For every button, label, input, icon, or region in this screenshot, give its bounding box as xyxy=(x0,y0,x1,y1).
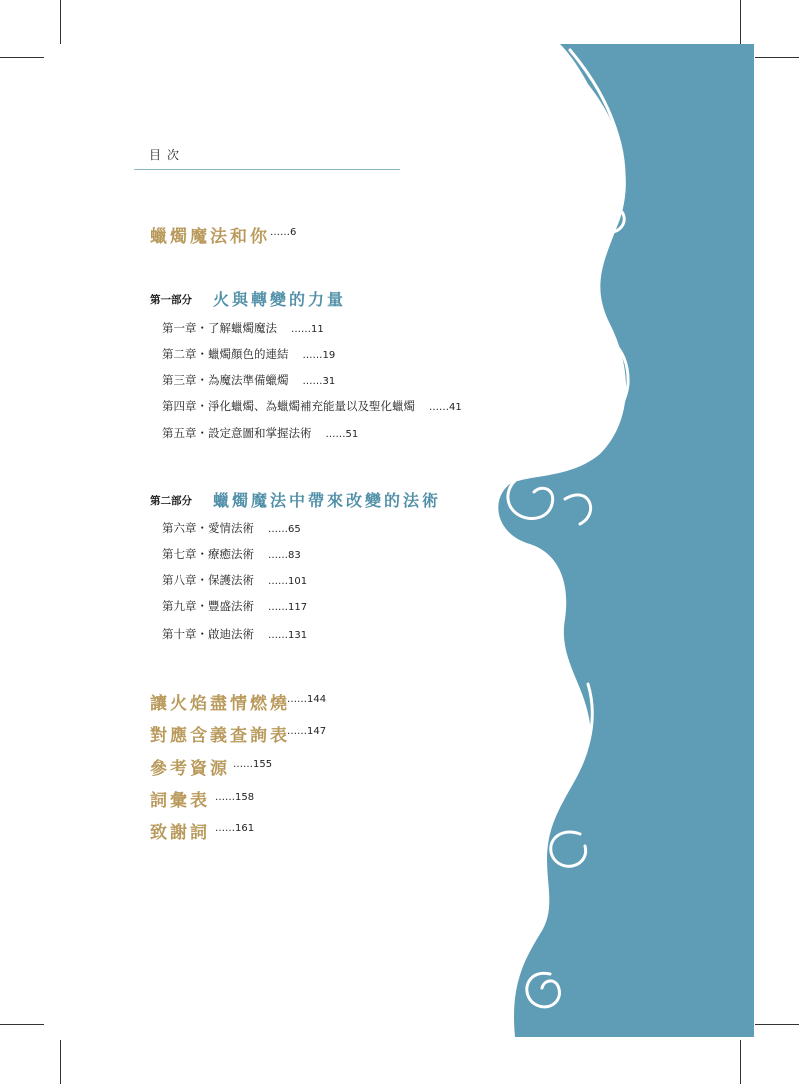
chapter-title: 第三章・為魔法準備蠟燭 xyxy=(162,373,289,387)
toc-heading: 目次 xyxy=(149,148,186,162)
chapter-6[interactable] xyxy=(162,520,301,536)
chapter-7[interactable] xyxy=(162,546,301,562)
heading-rule xyxy=(134,169,400,170)
intro-page: ……6 xyxy=(270,227,297,238)
backmatter-2-title[interactable]: 對應含義查詢表 xyxy=(150,726,290,746)
backmatter-3-title[interactable]: 參考資源 xyxy=(150,759,230,779)
chapter-title: 第八章・保護法術 xyxy=(162,573,254,587)
part-1-title[interactable]: 火與轉變的力量 xyxy=(213,290,347,309)
crop-mark-top-left-h xyxy=(0,57,44,58)
wave-decoration xyxy=(470,44,754,1037)
chapter-page: ……65 xyxy=(268,524,301,535)
chapter-title: 第一章・了解蠟燭魔法 xyxy=(162,321,277,335)
backmatter-1-title[interactable]: 讓火焰盡情燃燒 xyxy=(150,694,290,714)
chapter-9[interactable] xyxy=(162,598,307,614)
chapter-page: ……41 xyxy=(429,402,462,413)
chapter-4[interactable] xyxy=(162,398,462,414)
chapter-page: ……11 xyxy=(291,324,324,335)
chapter-page: ……117 xyxy=(268,602,308,613)
chapter-title: 第九章・豐盛法術 xyxy=(162,599,254,613)
backmatter-1-page: ……144 xyxy=(287,694,327,705)
chapter-title: 第六章・愛情法術 xyxy=(162,521,254,535)
crop-mark-top-left xyxy=(60,0,61,44)
chapter-title: 第二章・蠟燭顏色的連結 xyxy=(162,347,289,361)
backmatter-2-page: ……147 xyxy=(287,726,327,737)
backmatter-4-title[interactable]: 詞彙表 xyxy=(150,791,210,811)
crop-mark-top-right xyxy=(740,0,741,44)
backmatter-4-page: ……158 xyxy=(215,792,255,803)
intro-title[interactable]: 蠟燭魔法和你 xyxy=(150,227,270,247)
chapter-title: 第四章・淨化蠟燭、為蠟燭補充能量以及聖化蠟燭 xyxy=(162,399,415,413)
chapter-title: 第五章・設定意圖和掌握法術 xyxy=(162,426,312,440)
crop-mark-bottom-left-h xyxy=(0,1024,44,1025)
crop-mark-bottom-left xyxy=(60,1040,61,1084)
chapter-page: ……83 xyxy=(268,550,301,561)
chapter-1[interactable] xyxy=(162,320,324,336)
chapter-2[interactable] xyxy=(162,346,335,362)
chapter-5[interactable] xyxy=(162,425,358,441)
part-2-title[interactable]: 蠟燭魔法中帶來改變的法術 xyxy=(213,491,442,510)
backmatter-5-title[interactable]: 致謝詞 xyxy=(150,823,210,843)
chapter-page: ……51 xyxy=(325,429,359,440)
chapter-page: ……101 xyxy=(268,576,308,587)
part-2-label: 第二部分 xyxy=(150,495,192,507)
chapter-title: 第七章・療癒法術 xyxy=(162,547,254,561)
chapter-title: 第十章・啟迪法術 xyxy=(162,627,254,641)
chapter-page: ……19 xyxy=(302,350,336,361)
chapter-page: ……131 xyxy=(268,630,308,641)
crop-mark-bottom-right xyxy=(740,1040,741,1084)
chapter-8[interactable] xyxy=(162,572,307,588)
chapter-page: ……31 xyxy=(302,376,336,387)
chapter-10[interactable] xyxy=(162,626,307,642)
backmatter-3-page: ……155 xyxy=(233,759,273,770)
backmatter-5-page: ……161 xyxy=(215,823,255,834)
crop-mark-top-right-h xyxy=(755,57,799,58)
crop-mark-bottom-right-h xyxy=(755,1024,799,1025)
part-1-label: 第一部分 xyxy=(150,294,192,306)
chapter-3[interactable] xyxy=(162,372,335,388)
